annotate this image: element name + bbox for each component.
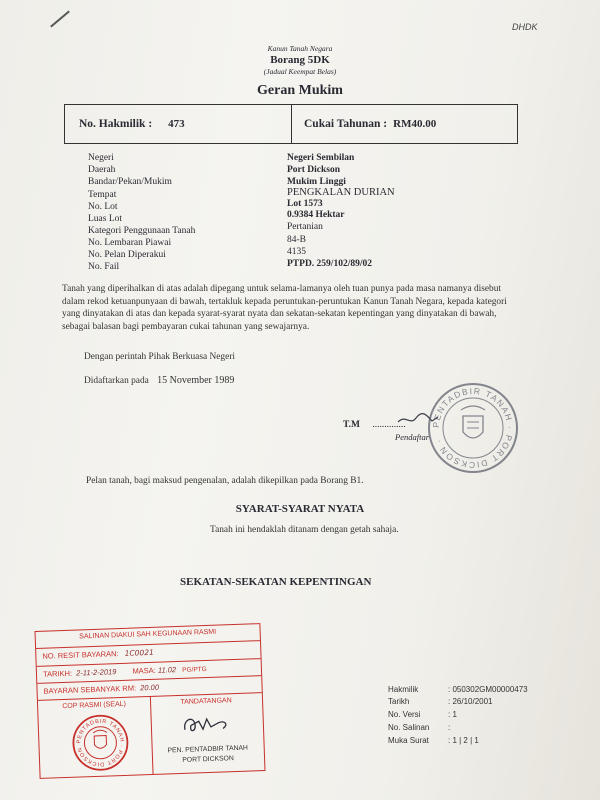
field-value-lembaran: 84-B (287, 235, 306, 245)
masa-suffix: PG/PTG (182, 666, 207, 674)
title-box (64, 104, 518, 144)
meta-label-versi: No. Versi (388, 710, 421, 719)
officer-place: PORT DICKSON (182, 755, 234, 764)
field-label-negeri: Negeri (88, 153, 114, 163)
hakmilik-label: No. Hakmilik : (79, 118, 153, 130)
field-label-luas: Luas Lot (88, 214, 123, 224)
tarikh-row (43, 664, 207, 679)
resit-value: 1C0021 (124, 647, 154, 658)
seal-ring-text: PENTADBIR TANAH · PORT DICKSON · (430, 385, 516, 471)
meta-value-tarikh: : 26/10/2001 (448, 697, 493, 706)
masa-value: 11.02 (157, 665, 177, 675)
officer-signature (178, 710, 235, 745)
field-value-fail: PTPD. 259/102/89/02 (287, 259, 372, 269)
meta-value-salinan: : (448, 723, 451, 732)
meta-value-muka-surat: : 1 | 2 | 1 (448, 736, 479, 745)
red-seal-text: PENTADBIR TANAH · PORT DICKSON (76, 718, 125, 767)
certified-copy-stamp (34, 623, 265, 779)
cukai-label: Cukai Tahunan : (304, 118, 388, 130)
resit-label: NO. RESIT BAYARAN: (42, 649, 119, 661)
field-label-pelan: No. Pelan Diperakui (88, 250, 166, 260)
document-title: Geran Mukim (257, 83, 343, 98)
field-label-lot: No. Lot (88, 202, 118, 212)
tenure-paragraph: Tanah yang diperihalkan di atas adalah dipegang untuk selama-lamanya oleh tuan punya pada masa namanya disebut dalam rekod ketuanpunyaan di bawah, tertakluk kepada peruntukan-peruntukan Kanun Tanah Negara, kepada kategori yang dinyatakan di atas dan kepada syarat-syarat nyata dan sekatan-sekatan kepentingan yang dinyatakan di bawah, sebagai balasan bagi pembayaran cukai tahunan yang sewajarnya. (62, 284, 507, 332)
field-value-luas: 0.9384 Hektar (287, 210, 345, 220)
signature-dots: .............. (372, 420, 406, 430)
field-label-lembaran: No. Lembaran Piawai (88, 238, 172, 248)
plan-note: Pelan tanah, bagi maksud pengenalan, adalah dikepilkan pada Borang B1. (86, 476, 364, 486)
meta-label-hakmilik: Hakmilik (388, 685, 419, 694)
registration-line (84, 375, 234, 388)
field-value-kategori: Pertanian (287, 222, 323, 232)
hakmilik-cell (65, 105, 292, 143)
hakmilik-value: 473 (168, 118, 185, 130)
act-name: Kanun Tanah Negara (267, 44, 333, 53)
bayaran-row (43, 683, 159, 696)
field-value-lot: Lot 1573 (287, 199, 323, 209)
tarikh-label: TARIKH: (42, 668, 73, 679)
registration-date: 15 November 1989 (157, 375, 235, 386)
field-label-fail: No. Fail (88, 262, 120, 272)
bayaran-value: 20.00 (140, 682, 160, 693)
bayaran-label: BAYARAN SEBANYAK RM: (43, 683, 137, 696)
field-value-tempat: PENGKALAN DURIAN (287, 187, 395, 198)
field-value-mukim: Mukim Linggi (287, 177, 346, 187)
field-value-daerah: Port Dickson (287, 165, 341, 175)
pin-mark (50, 11, 70, 28)
officer-title: PEN. PENTADBIR TANAH (167, 744, 249, 755)
masa-label: MASA: (132, 665, 156, 676)
field-value-pelan: 4135 (287, 247, 306, 257)
field-label-mukim: Bandar/Pekan/Mukim (88, 177, 172, 187)
meta-value-versi: : 1 (448, 710, 457, 719)
field-label-tempat: Tempat (88, 190, 117, 200)
pendaftar-label: Pendaftar (395, 432, 429, 442)
cukai-cell (292, 105, 517, 143)
syarat-text: Tanah ini hendaklah ditanam dengan getah sahaja. (210, 525, 399, 535)
meta-label-muka-surat: Muka Surat (388, 736, 429, 745)
pentadbir-tanah-seal (425, 380, 521, 481)
sekatan-heading: SEKATAN-SEKATAN KEPENTINGAN (180, 576, 372, 588)
field-label-daerah: Daerah (88, 165, 116, 175)
meta-label-tarikh: Tarikh (388, 697, 410, 706)
corner-code: DHDK (512, 22, 538, 32)
tarikh-value: 2-11-2-2019 (75, 667, 117, 678)
schedule-name: (Jadual Keempat Belas) (263, 67, 337, 76)
authority-line: Dengan perintah Pihak Berkuasa Negeri (84, 352, 235, 362)
syarat-heading: SYARAT-SYARAT NYATA (235, 503, 365, 515)
field-label-kategori: Kategori Penggunaan Tanah (88, 226, 196, 236)
form-name: Borang 5DK (270, 54, 330, 66)
field-value-negeri: Negeri Sembilan (287, 153, 355, 163)
cop-label: COP RASMI (SEAL) (62, 700, 127, 711)
registration-label: Didaftarkan pada (84, 376, 149, 386)
meta-value-hakmilik: : 050302GM00000473 (448, 685, 528, 694)
stamp-title: SALINAN DIAKUI SAH KEGUNAAN RASMI (79, 628, 217, 641)
red-seal (70, 713, 130, 778)
meta-label-salinan: No. Salinan (388, 723, 430, 732)
tandatangan-label: TANDATANGAN (180, 697, 232, 706)
cukai-value: RM40.00 (393, 118, 437, 130)
tm-label: T.M (343, 420, 360, 430)
resit-row (42, 648, 154, 661)
